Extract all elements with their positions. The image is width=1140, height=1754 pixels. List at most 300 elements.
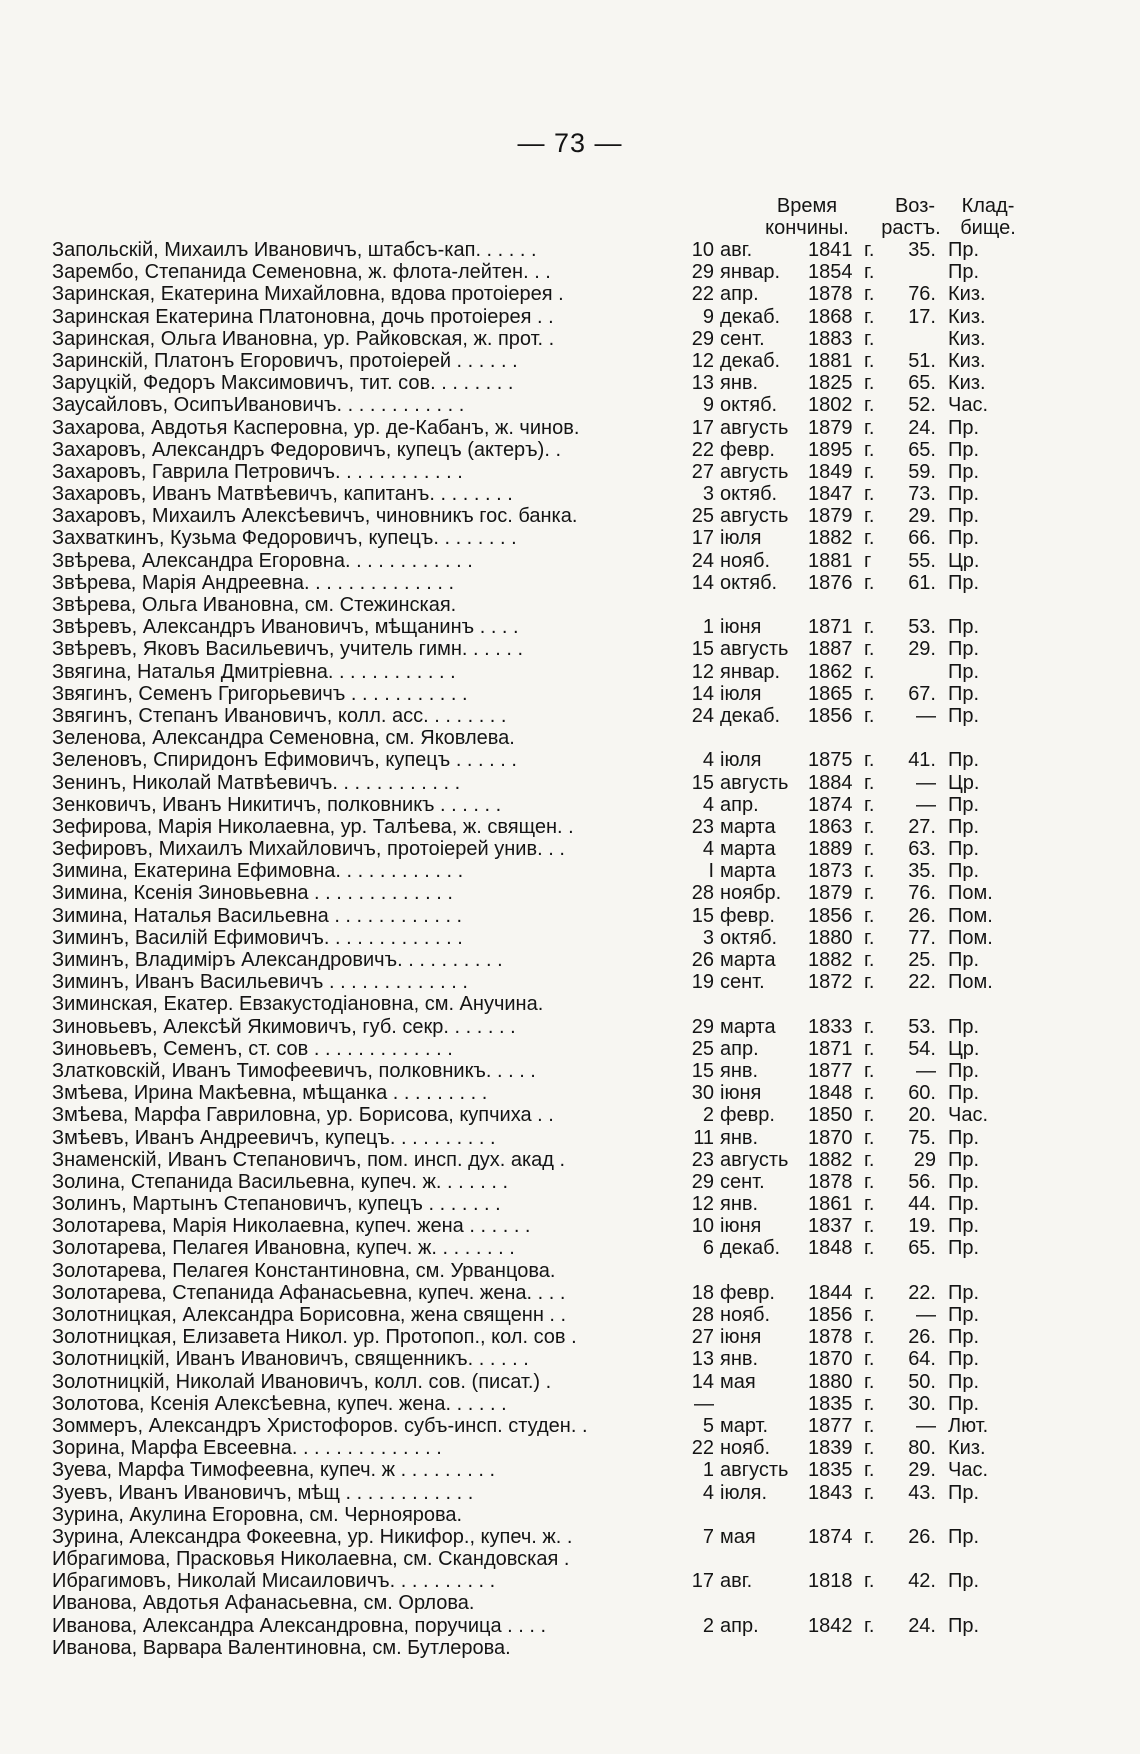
entry-year-suffix: г. bbox=[864, 838, 875, 861]
entry-cemetery: Пр. bbox=[948, 527, 980, 550]
entry-day: 25 bbox=[691, 505, 714, 528]
entry-day: 15 bbox=[691, 638, 714, 661]
entry-age: 27. bbox=[908, 815, 936, 838]
entry-year: 1874 bbox=[808, 1525, 853, 1548]
entry-year: 1882 bbox=[808, 1148, 853, 1171]
entry-age: 29. bbox=[908, 1459, 936, 1482]
header-cemetery-line1: Клад- bbox=[961, 195, 1015, 217]
entry-month: августь bbox=[720, 771, 789, 794]
entry-name: Заринская, Екатерина Михайловна, вдова протоіерея . bbox=[52, 283, 564, 306]
register-entry bbox=[52, 527, 1102, 549]
entry-year: 1875 bbox=[808, 749, 853, 772]
entry-day: 15 bbox=[691, 904, 714, 927]
entry-month: мая bbox=[720, 1370, 756, 1393]
entry-cemetery: Пр. bbox=[948, 1614, 980, 1637]
entry-month: авг. bbox=[720, 239, 753, 261]
entry-month: нояб. bbox=[720, 1437, 771, 1460]
entry-name: Звѣрева, Александра Егоровна. . . . . . . . . . . . bbox=[52, 549, 473, 572]
entry-year-suffix: г. bbox=[864, 483, 875, 506]
entry-cemetery: Пр. bbox=[948, 416, 980, 439]
entry-cemetery: Пр. bbox=[948, 1170, 980, 1193]
entry-age: 24. bbox=[908, 1614, 936, 1637]
entry-year-suffix: г. bbox=[864, 1392, 875, 1415]
entry-year-suffix: г. bbox=[864, 305, 875, 328]
register-entry bbox=[52, 1526, 1102, 1548]
entry-age: 25. bbox=[908, 949, 936, 971]
entry-cemetery: Пр. bbox=[948, 616, 980, 639]
entry-year-suffix: г. bbox=[864, 926, 875, 949]
entry-year-suffix: г. bbox=[864, 616, 875, 639]
entry-year-suffix: г. bbox=[864, 1193, 875, 1216]
entry-age: 63. bbox=[908, 838, 936, 861]
entry-age: 75. bbox=[908, 1126, 936, 1149]
entry-year: 1868 bbox=[808, 305, 853, 328]
entry-age: 43. bbox=[908, 1481, 936, 1504]
entry-cemetery: Пр. bbox=[948, 1215, 980, 1238]
entry-month: іюня bbox=[720, 616, 762, 639]
entry-age: 56. bbox=[908, 1170, 936, 1193]
register-entry bbox=[52, 1038, 1102, 1060]
entry-year-suffix: г. bbox=[864, 860, 875, 883]
register-entry bbox=[52, 1504, 1102, 1526]
entry-year-suffix: г. bbox=[864, 682, 875, 705]
entry-month: іюля bbox=[720, 527, 762, 550]
register-entry bbox=[52, 1348, 1102, 1370]
entry-age: 53. bbox=[908, 616, 936, 639]
register-entry bbox=[52, 1415, 1102, 1437]
entry-year: 1818 bbox=[808, 1570, 853, 1593]
register-entry bbox=[52, 1082, 1102, 1104]
entry-cemetery: Пр. bbox=[948, 1525, 980, 1548]
entry-year: 1854 bbox=[808, 261, 853, 284]
entry-cemetery: Пр. bbox=[948, 1370, 980, 1393]
register-entry bbox=[52, 306, 1102, 328]
entry-day: 7 bbox=[702, 1525, 714, 1548]
entry-cemetery: Пр. bbox=[948, 860, 980, 883]
entry-year: 1889 bbox=[808, 838, 853, 861]
entry-day: 1 bbox=[702, 1459, 714, 1482]
entry-name: Зоммеръ, Александръ Христофоров. субъ-инсп. студен. . bbox=[52, 1414, 588, 1437]
header-age-line1: Воз- bbox=[894, 195, 936, 217]
entry-year-suffix: г. bbox=[864, 638, 875, 661]
entry-cemetery: Пр. bbox=[948, 261, 980, 284]
entry-name: Заринскій, Платонъ Егоровичъ, протоіерей . . . . . . bbox=[52, 349, 518, 372]
entry-cemetery: Пр. bbox=[948, 1326, 980, 1349]
entry-name: Змѣева, Марфа Гавриловна, ур. Борисова, купчиха . . bbox=[52, 1104, 554, 1127]
entry-day: 18 bbox=[691, 1281, 714, 1304]
entry-age: 66. bbox=[908, 527, 936, 550]
header-time-line1: Время bbox=[776, 195, 838, 217]
entry-month: апр. bbox=[720, 1614, 759, 1637]
entry-day: 6 bbox=[702, 1237, 714, 1260]
entry-month: августь bbox=[720, 505, 789, 528]
entry-age: 80. bbox=[908, 1437, 936, 1460]
entry-year-suffix: г. bbox=[864, 1614, 875, 1637]
entry-year: 1865 bbox=[808, 682, 853, 705]
entry-name: Зенковичъ, Иванъ Никитичъ, полковникъ . . . . . . bbox=[52, 793, 502, 816]
entry-year-suffix: г. bbox=[864, 815, 875, 838]
entry-cemetery: Пр. bbox=[948, 1193, 980, 1216]
entry-age: 29. bbox=[908, 638, 936, 661]
entry-year: 1848 bbox=[808, 1237, 853, 1260]
entry-day: 23 bbox=[691, 1148, 714, 1171]
entry-cemetery: Лют. bbox=[948, 1414, 989, 1437]
entry-year: 1883 bbox=[808, 327, 853, 350]
entry-day: 25 bbox=[691, 1037, 714, 1060]
entry-cemetery: Киз. bbox=[948, 327, 986, 350]
entry-age: 35. bbox=[908, 239, 936, 261]
entry-age: 42. bbox=[908, 1570, 936, 1593]
register-entry bbox=[52, 1548, 1102, 1570]
register-entry bbox=[52, 283, 1102, 305]
register-entry bbox=[52, 860, 1102, 882]
entry-day: 2 bbox=[702, 1104, 714, 1127]
entry-cemetery: Пр. bbox=[948, 1126, 980, 1149]
entry-year: 1876 bbox=[808, 571, 853, 594]
entry-year: 1844 bbox=[808, 1281, 853, 1304]
entry-day: 1 bbox=[702, 616, 714, 639]
entry-name: Зарембо, Степанида Семеновна, ж. флота-лейтен. . . bbox=[52, 261, 551, 284]
entry-age: — bbox=[916, 793, 936, 816]
entry-name: Захаровъ, Гаврила Петровичъ. . . . . . . . . . . . bbox=[52, 460, 463, 483]
entry-cemetery: Пр. bbox=[948, 571, 980, 594]
entry-cemetery: Пр. bbox=[948, 1304, 980, 1326]
entry-year: 1874 bbox=[808, 793, 853, 816]
entry-name: Иванова, Авдотья Афанасьевна, см. Орлова. bbox=[52, 1592, 475, 1615]
register-entry bbox=[52, 461, 1102, 483]
entry-age: 26. bbox=[908, 1326, 936, 1349]
entry-age: 35. bbox=[908, 860, 936, 883]
entry-age: 65. bbox=[908, 438, 936, 461]
entry-day: 4 bbox=[702, 749, 714, 772]
register-entry bbox=[52, 1016, 1102, 1038]
entry-cemetery: Час. bbox=[948, 394, 989, 417]
register-entry bbox=[52, 638, 1102, 660]
entry-age: 67. bbox=[908, 682, 936, 705]
entry-cemetery: Пр. bbox=[948, 1281, 980, 1304]
entry-name: Захаровъ, Александръ Федоровичъ, купецъ (актеръ). . bbox=[52, 438, 562, 461]
entry-age: 26. bbox=[908, 1525, 936, 1548]
entry-cemetery: Цр. bbox=[948, 771, 980, 794]
entry-day: 28 bbox=[691, 882, 714, 905]
entry-age: 65. bbox=[908, 372, 936, 395]
register-entry bbox=[52, 772, 1102, 794]
entry-year: 1878 bbox=[808, 1170, 853, 1193]
register-entry bbox=[52, 1282, 1102, 1304]
entry-month: августь bbox=[720, 638, 789, 661]
register-entry bbox=[52, 993, 1102, 1015]
entry-name: Зефирова, Марія Николаевна, ур. Талѣева, ж. священ. . bbox=[52, 815, 574, 838]
entry-year: 1879 bbox=[808, 882, 853, 905]
entry-year-suffix: г bbox=[864, 549, 872, 572]
entry-day: 29 bbox=[691, 327, 714, 350]
entry-year: 1881 bbox=[808, 549, 853, 572]
entry-year-suffix: г. bbox=[864, 1437, 875, 1460]
entry-month: декаб. bbox=[720, 1237, 781, 1260]
entry-day: 19 bbox=[691, 971, 714, 994]
entry-age: 51. bbox=[908, 349, 936, 372]
entry-year: 1863 bbox=[808, 815, 853, 838]
entry-name: Зуева, Марфа Тимофеевна, купеч. ж . . . . . . . . . bbox=[52, 1459, 496, 1482]
entry-year: 1802 bbox=[808, 394, 853, 417]
register-entry bbox=[52, 838, 1102, 860]
entry-age: 19. bbox=[908, 1215, 936, 1238]
entry-name: Зенинъ, Николай Матвѣевичъ. . . . . . . . . . . . bbox=[52, 771, 461, 794]
entry-year-suffix: г. bbox=[864, 1170, 875, 1193]
entry-cemetery: Пр. bbox=[948, 1059, 980, 1082]
entry-year: 1856 bbox=[808, 704, 853, 727]
register-entry bbox=[52, 439, 1102, 461]
entry-day: 12 bbox=[691, 660, 714, 683]
entry-name: Золотова, Ксенія Алексѣевна, купеч. жена. . . . . . bbox=[52, 1392, 507, 1415]
column-headers bbox=[0, 195, 1140, 241]
entry-month: октяб. bbox=[720, 571, 778, 594]
entry-age: 50. bbox=[908, 1370, 936, 1393]
entry-age: 20. bbox=[908, 1104, 936, 1127]
entry-year: 1842 bbox=[808, 1614, 853, 1637]
entry-cemetery: Пр. bbox=[948, 1348, 980, 1371]
entry-month: марта bbox=[720, 860, 776, 883]
entry-day: 29 bbox=[691, 1170, 714, 1193]
entry-year: 1873 bbox=[808, 860, 853, 883]
entry-month: апр. bbox=[720, 1037, 759, 1060]
entry-year: 1871 bbox=[808, 1037, 853, 1060]
entry-year: 1881 bbox=[808, 349, 853, 372]
register-entry bbox=[52, 1215, 1102, 1237]
entry-year: 1850 bbox=[808, 1104, 853, 1127]
entry-age: 22. bbox=[908, 1281, 936, 1304]
entry-year: 1877 bbox=[808, 1414, 853, 1437]
entry-name: Звѣрева, Марія Андреевна. . . . . . . . . . . . . . bbox=[52, 571, 455, 594]
entry-year-suffix: г. bbox=[864, 771, 875, 794]
entry-cemetery: Пр. bbox=[948, 438, 980, 461]
entry-year-suffix: г. bbox=[864, 438, 875, 461]
entry-year: 1878 bbox=[808, 283, 853, 306]
register-entry bbox=[52, 1237, 1102, 1259]
entry-day: 9 bbox=[702, 394, 714, 417]
entry-month: марта bbox=[720, 815, 776, 838]
register-entry bbox=[52, 594, 1102, 616]
entry-day: 14 bbox=[691, 571, 714, 594]
entry-age: 65. bbox=[908, 1237, 936, 1260]
entry-cemetery: Пр. bbox=[948, 1481, 980, 1504]
entry-cemetery: Пр. bbox=[948, 815, 980, 838]
entry-day: 12 bbox=[691, 1193, 714, 1216]
entry-month: іюля bbox=[720, 682, 762, 705]
entry-cemetery: Пр. bbox=[948, 483, 980, 506]
entry-year-suffix: г. bbox=[864, 1104, 875, 1127]
entry-month: ноябр. bbox=[720, 882, 782, 905]
header-time-line2: кончины. bbox=[765, 217, 849, 239]
entry-age: 76. bbox=[908, 882, 936, 905]
entry-cemetery: Киз. bbox=[948, 283, 986, 306]
entry-year: 1877 bbox=[808, 1059, 853, 1082]
entry-name: Зорина, Марфа Евсеевна. . . . . . . . . . . . . . bbox=[52, 1437, 442, 1460]
entry-month: іюля. bbox=[720, 1481, 768, 1504]
entry-year-suffix: г. bbox=[864, 1082, 875, 1105]
entry-year: 1835 bbox=[808, 1392, 853, 1415]
register-entry bbox=[52, 417, 1102, 439]
entry-year: 1856 bbox=[808, 1304, 853, 1326]
entry-month: октяб. bbox=[720, 926, 778, 949]
entry-cemetery: Пр. bbox=[948, 682, 980, 705]
entry-cemetery: Пом. bbox=[948, 904, 993, 927]
entry-year: 1879 bbox=[808, 416, 853, 439]
entry-age: 44. bbox=[908, 1193, 936, 1216]
register-entry bbox=[52, 882, 1102, 904]
register-entry bbox=[52, 350, 1102, 372]
entry-cemetery: Цр. bbox=[948, 549, 980, 572]
register-entry bbox=[52, 1260, 1102, 1282]
entry-name: Звѣрева, Ольга Ивановна, см. Стежинская. bbox=[52, 594, 457, 616]
entry-age: 76. bbox=[908, 283, 936, 306]
entry-name: Золотарева, Пелагея Константиновна, см. Урванцова. bbox=[52, 1259, 556, 1282]
entry-name: Захаровъ, Иванъ Матвѣевичъ, капитанъ. . . . . . . . bbox=[52, 483, 513, 506]
entry-month: марта bbox=[720, 838, 776, 861]
register-entry bbox=[52, 1637, 1102, 1659]
entry-name: Захарова, Авдотья Касперовна, ур. де-Кабанъ, ж. чинов. bbox=[52, 416, 580, 439]
entry-year: 1848 bbox=[808, 1082, 853, 1105]
register-entry bbox=[52, 794, 1102, 816]
entry-cemetery: Час. bbox=[948, 1104, 989, 1127]
entry-month: марта bbox=[720, 1015, 776, 1038]
entry-month: февр. bbox=[720, 1281, 775, 1304]
entry-year-suffix: г. bbox=[864, 505, 875, 528]
entry-year: 1880 bbox=[808, 1370, 853, 1393]
entry-year: 1861 bbox=[808, 1193, 853, 1216]
entry-year: 1847 bbox=[808, 483, 853, 506]
entry-year-suffix: г. bbox=[864, 349, 875, 372]
register-entry bbox=[52, 971, 1102, 993]
entry-cemetery: Пр. bbox=[948, 505, 980, 528]
entry-year-suffix: г. bbox=[864, 1304, 875, 1326]
entry-name: Заринская Екатерина Платоновна, дочь протоіерея . . bbox=[52, 305, 554, 328]
entry-day: 27 bbox=[691, 1326, 714, 1349]
register-entry bbox=[52, 905, 1102, 927]
entry-name: Звѣревъ, Яковъ Васильевичъ, учитель гимн. . . . . . bbox=[52, 638, 524, 661]
entry-year-suffix: г. bbox=[864, 527, 875, 550]
entry-day: 13 bbox=[691, 372, 714, 395]
entry-age: 29. bbox=[908, 505, 936, 528]
entry-age: 55. bbox=[908, 549, 936, 572]
page-number: — 73 — bbox=[517, 128, 623, 158]
entry-day: 15 bbox=[691, 1059, 714, 1082]
entry-year-suffix: г. bbox=[864, 571, 875, 594]
entry-month: августь bbox=[720, 1148, 789, 1171]
entry-name: Золотницкій, Николай Ивановичъ, колл. сов. (писат.) . bbox=[52, 1370, 552, 1393]
entry-year-suffix: г. bbox=[864, 327, 875, 350]
entry-month: январ. bbox=[720, 261, 781, 284]
entry-age: — bbox=[916, 1059, 936, 1082]
entry-cemetery: Пр. bbox=[948, 1570, 980, 1593]
entry-year: 1872 bbox=[808, 971, 853, 994]
entry-year-suffix: г. bbox=[864, 1059, 875, 1082]
entry-day: 3 bbox=[702, 926, 714, 949]
entry-month: март. bbox=[720, 1414, 769, 1437]
entry-month: нояб. bbox=[720, 549, 771, 572]
entry-year-suffix: г. bbox=[864, 1481, 875, 1504]
entry-cemetery: Пр. bbox=[948, 793, 980, 816]
entry-day: 22 bbox=[691, 1437, 714, 1460]
entry-name: Золотницкая, Елизавета Никол. ур. Протопоп., кол. сов . bbox=[52, 1326, 577, 1349]
entry-name: Иванова, Александра Александровна, поручица . . . . bbox=[52, 1614, 547, 1637]
register-entry bbox=[52, 261, 1102, 283]
entry-name: Зиновьевъ, Семенъ, ст. сов . . . . . . . . . . . . . bbox=[52, 1037, 453, 1060]
register-entry bbox=[52, 1060, 1102, 1082]
register-entry bbox=[52, 572, 1102, 594]
entry-age: 17. bbox=[908, 305, 936, 328]
entry-name: Зеленовъ, Спиридонъ Ефимовичъ, купецъ . . . . . . bbox=[52, 749, 517, 772]
register-entry bbox=[52, 1393, 1102, 1415]
entry-day: 4 bbox=[702, 1481, 714, 1504]
entry-year: 1882 bbox=[808, 949, 853, 971]
register-entry bbox=[52, 1482, 1102, 1504]
entry-cemetery: Пр. bbox=[948, 1148, 980, 1171]
register-entry bbox=[52, 550, 1102, 572]
entry-name: Золинъ, Мартынъ Степановичъ, купецъ . . . . . . . bbox=[52, 1193, 501, 1216]
entry-name: Зимина, Екатерина Ефимовна. . . . . . . . . . . . bbox=[52, 860, 464, 883]
entry-day: — bbox=[694, 1392, 714, 1415]
entry-month: мая bbox=[720, 1525, 756, 1548]
register-entry bbox=[52, 372, 1102, 394]
entry-month: апр. bbox=[720, 283, 759, 306]
entry-cemetery: Пом. bbox=[948, 971, 993, 994]
entry-name: Зимина, Ксенія Зиновьевна . . . . . . . . . . . . . bbox=[52, 882, 453, 905]
entry-year-suffix: г. bbox=[864, 749, 875, 772]
entry-year: 1843 bbox=[808, 1481, 853, 1504]
entry-month: августь bbox=[720, 416, 789, 439]
entry-age: 60. bbox=[908, 1082, 936, 1105]
entry-month: февр. bbox=[720, 904, 775, 927]
entry-day: 24 bbox=[691, 704, 714, 727]
entry-month: авг. bbox=[720, 1570, 753, 1593]
register-entry bbox=[52, 1615, 1102, 1637]
entry-day: 27 bbox=[691, 460, 714, 483]
entry-cemetery: Киз. bbox=[948, 349, 986, 372]
entry-name: Зурина, Акулина Егоровна, см. Черноярова. bbox=[52, 1503, 463, 1526]
entry-year: 1879 bbox=[808, 505, 853, 528]
register-entry bbox=[52, 328, 1102, 350]
entry-day: 10 bbox=[691, 239, 714, 261]
register-entry bbox=[52, 705, 1102, 727]
entry-cemetery: Пр. bbox=[948, 1237, 980, 1260]
register-entry bbox=[52, 661, 1102, 683]
entry-name: Звягинъ, Степанъ Ивановичъ, колл. асс. . . . . . . . bbox=[52, 704, 507, 727]
entry-month: янв. bbox=[720, 1059, 759, 1082]
entry-month: янв. bbox=[720, 1126, 759, 1149]
register-entry bbox=[52, 1570, 1102, 1592]
entry-age: — bbox=[916, 771, 936, 794]
entry-day: 12 bbox=[691, 349, 714, 372]
entry-month: янв. bbox=[720, 372, 759, 395]
entry-day: 4 bbox=[702, 793, 714, 816]
entry-year: 1870 bbox=[808, 1348, 853, 1371]
entry-day: 30 bbox=[691, 1082, 714, 1105]
register-entry bbox=[52, 927, 1102, 949]
entry-name: Ибрагимова, Прасковья Николаевна, см. Скандовская . bbox=[52, 1548, 570, 1571]
entry-year-suffix: г. bbox=[864, 882, 875, 905]
entry-month: марта bbox=[720, 949, 776, 971]
entry-month: іюля bbox=[720, 749, 762, 772]
entry-name: Златковскій, Иванъ Тимофеевичъ, полковникъ. . . . . bbox=[52, 1059, 536, 1082]
entry-age: 24. bbox=[908, 416, 936, 439]
register-entry bbox=[52, 239, 1102, 261]
entry-name: Зиминъ, Василій Ефимовичъ. . . . . . . . . . . . . bbox=[52, 926, 463, 949]
entry-name: Змѣева, Ирина Макѣевна, мѣщанка . . . . . . . . . bbox=[52, 1082, 488, 1105]
entry-day: 17 bbox=[691, 416, 714, 439]
entry-year-suffix: г. bbox=[864, 1348, 875, 1371]
register-entry bbox=[52, 1371, 1102, 1393]
